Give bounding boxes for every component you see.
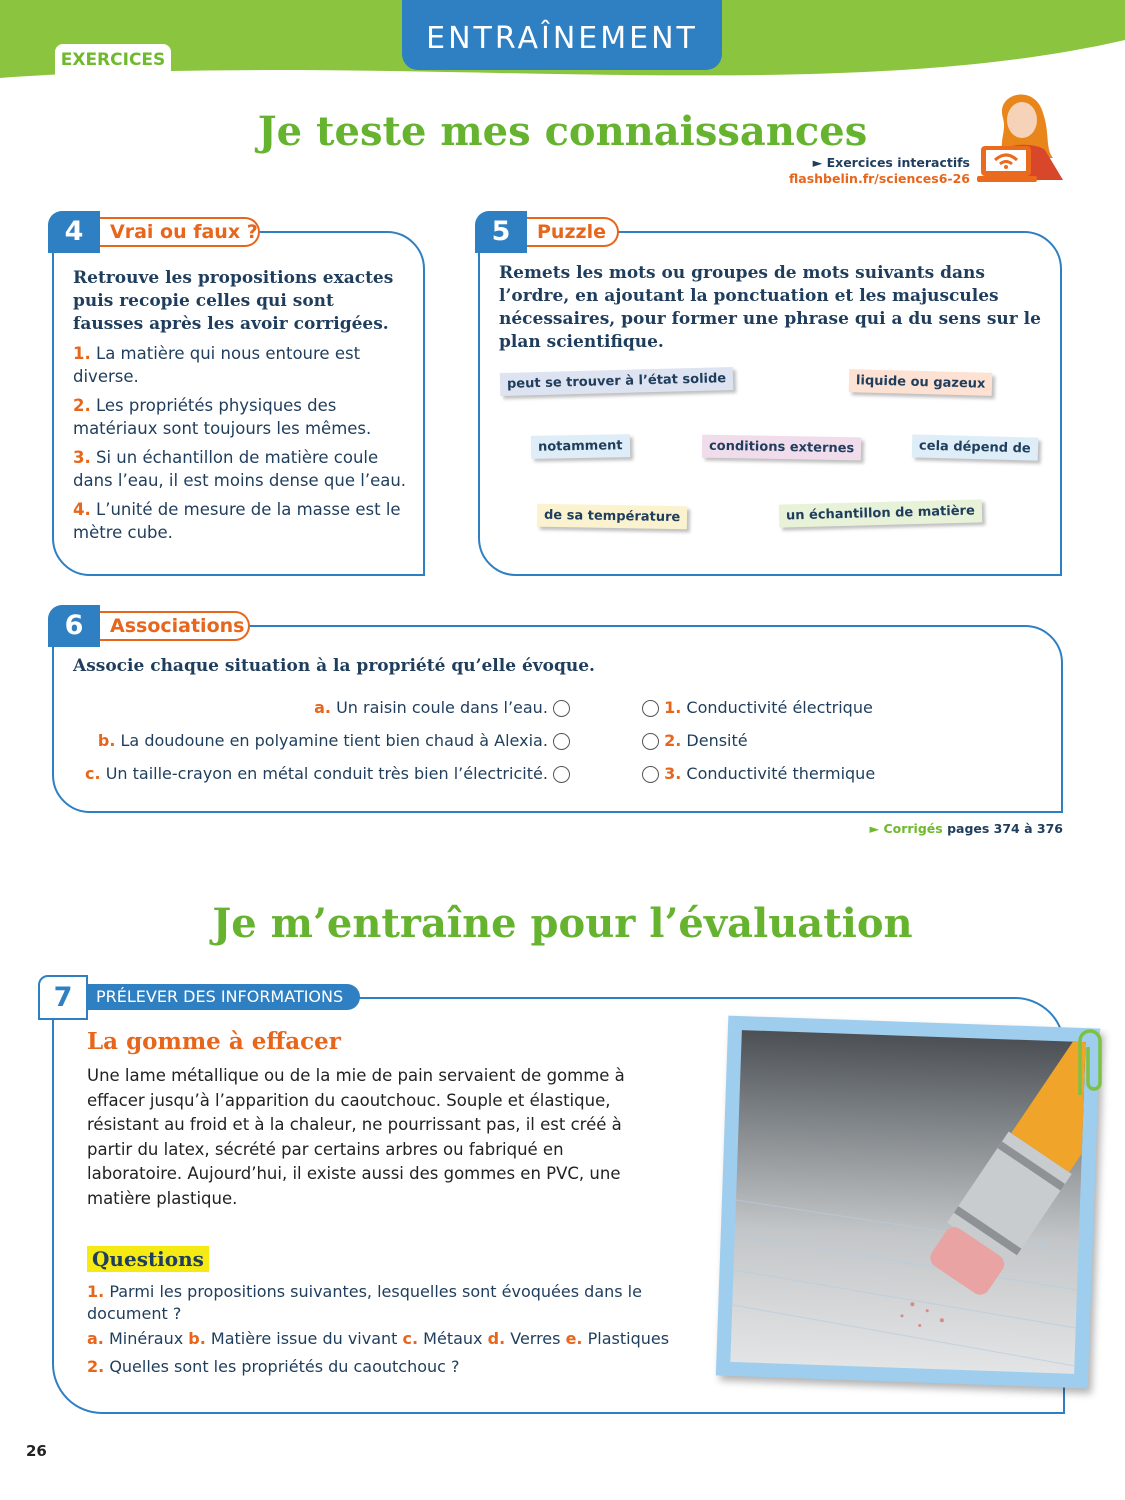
question-1: 1. Parmi les propositions suivantes, lesquelles sont évoquées dans le document ? bbox=[87, 1282, 642, 1323]
interactive-url[interactable]: flashbelin.fr/sciences6-26 bbox=[789, 171, 970, 186]
exercise-5-label: Puzzle bbox=[527, 217, 619, 247]
radio-button[interactable] bbox=[553, 733, 570, 750]
association-situation: a. Un raisin coule dans l’eau. bbox=[314, 697, 570, 719]
exercise-7-skill: PRÉLEVER DES INFORMATIONS bbox=[88, 984, 360, 1010]
exercise-5-number: 5 bbox=[475, 211, 527, 253]
puzzle-chip[interactable]: peut se trouver à l’état solide bbox=[500, 367, 734, 396]
banner-entrainement: ENTRAÎNEMENT bbox=[402, 0, 722, 70]
puzzle-chip[interactable]: notamment bbox=[531, 434, 630, 459]
association-situation: b. La doudoune en polyamine tient bien chaud à Alexia. bbox=[98, 730, 570, 752]
interactive-label: ► Exercices interactifs bbox=[812, 155, 970, 170]
exercise-6-instruction: Associe chaque situation à la propriété qu’elle évoque. bbox=[73, 656, 595, 676]
exercise-4-number: 4 bbox=[48, 211, 100, 253]
questions-heading: Questions bbox=[87, 1246, 209, 1272]
association-property: 2. Densité bbox=[642, 730, 748, 752]
puzzle-chip[interactable]: conditions externes bbox=[702, 435, 862, 461]
exercise-4-item: 4. L’unité de mesure de la masse est le mètre cube. bbox=[73, 500, 401, 542]
exercise-4-label: Vrai ou faux ? bbox=[100, 217, 260, 247]
exercise-4-item: 1. La matière qui nous entoure est diverse. bbox=[73, 344, 361, 386]
puzzle-chip[interactable]: cela dépend de bbox=[912, 434, 1038, 460]
radio-button[interactable] bbox=[642, 700, 659, 717]
radio-button[interactable] bbox=[553, 700, 570, 717]
question-1-options: a. Minéraux b. Matière issue du vivant c. Métaux d. Verres e. Plastiques bbox=[87, 1329, 670, 1348]
association-situation: c. Un taille-crayon en métal conduit très bien l’électricité. bbox=[85, 763, 570, 785]
radio-button[interactable] bbox=[642, 733, 659, 750]
exercise-6-number: 6 bbox=[48, 605, 100, 647]
page-number: 26 bbox=[26, 1442, 47, 1460]
radio-button[interactable] bbox=[642, 766, 659, 783]
document-title: La gomme à effacer bbox=[87, 1028, 341, 1055]
exercise-5-instruction: Remets les mots ou groupes de mots suivants dans l’ordre, en ajoutant la ponctuation et les majuscules nécessaires, pour former une phrase qui a du sens sur le plan scientifique. bbox=[499, 263, 1041, 352]
title-evaluation: Je m’entraîne pour l’évaluation bbox=[212, 900, 913, 947]
document-text: Une lame métallique ou de la mie de pain servaient de gomme à effacer jusqu’à l’apparition du caoutchouc. Souple et élastique, résistant au froid et à la chaleur, ne pourrissant pas, il est créé à partir du latex, sécrété par certains arbres ou fabriqué en laboratoire. Aujourd’hui, il existe aussi des gommes en PVC, une matière plastique. bbox=[87, 1066, 625, 1208]
girl-laptop-illustration bbox=[975, 88, 1070, 188]
radio-button[interactable] bbox=[553, 766, 570, 783]
eraser-photo bbox=[716, 1016, 1100, 1389]
exercise-4-instruction: Retrouve les propositions exactes puis recopie celles qui sont fausses après les avoir corrigées. bbox=[73, 268, 394, 334]
paper-clip-icon bbox=[1068, 1025, 1108, 1100]
exercise-4-item: 2. Les propriétés physiques des matériaux sont toujours les mêmes. bbox=[73, 396, 372, 438]
interactive-exercises-link[interactable] bbox=[789, 155, 970, 187]
puzzle-chip[interactable]: liquide ou gazeux bbox=[849, 369, 993, 396]
exercise-7-number: 7 bbox=[38, 975, 88, 1020]
exercise-6-label: Associations bbox=[100, 611, 250, 641]
association-property: 1. Conductivité électrique bbox=[642, 697, 873, 719]
association-property: 3. Conductivité thermique bbox=[642, 763, 875, 785]
exercise-4-item: 3. Si un échantillon de matière coule dans l’eau, il est moins dense que l’eau. bbox=[73, 448, 407, 490]
puzzle-chip[interactable]: de sa température bbox=[537, 504, 688, 530]
section-tab-exercices: EXERCICES bbox=[55, 44, 171, 76]
puzzle-chip[interactable]: un échantillon de matière bbox=[779, 499, 982, 527]
title-test-connaissances: Je teste mes connaissances bbox=[257, 108, 868, 155]
question-2: 2. Quelles sont les propriétés du caoutchouc ? bbox=[87, 1357, 460, 1376]
corriges-link[interactable]: ► Corrigés pages 374 à 376 bbox=[869, 821, 1063, 836]
